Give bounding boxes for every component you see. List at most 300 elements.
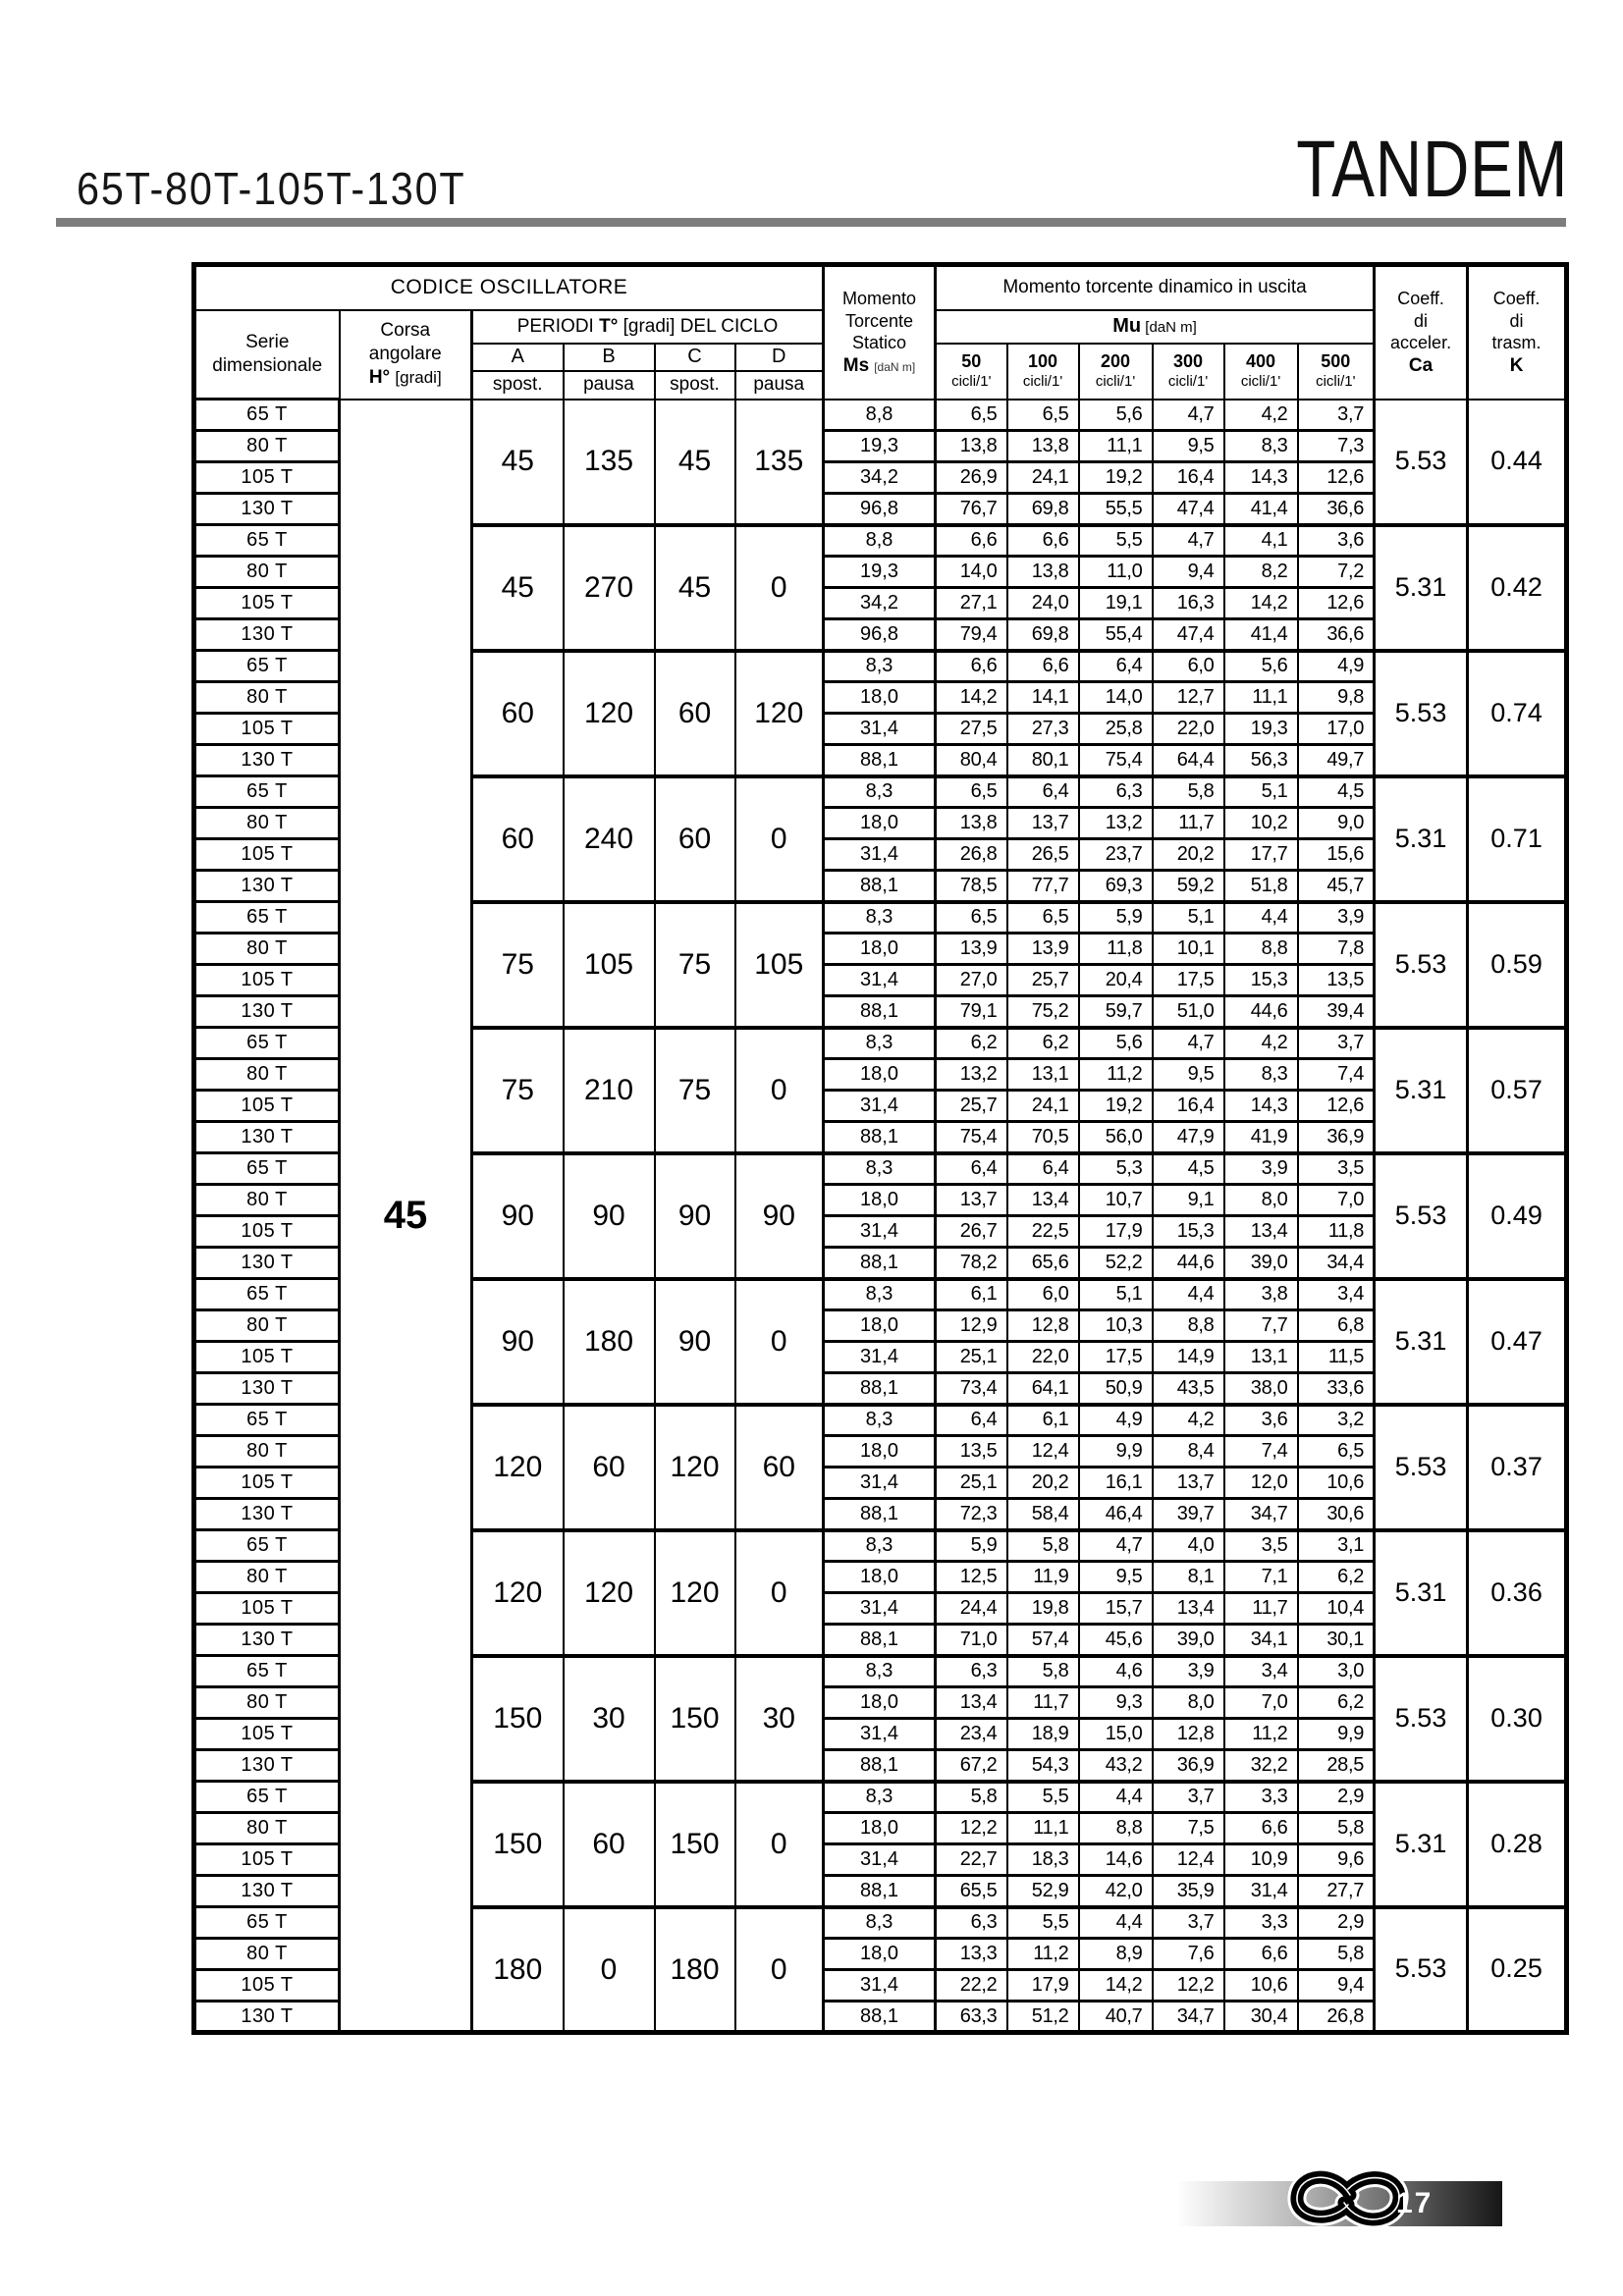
- period-b-value: 105: [564, 902, 655, 1028]
- mu-value: 19,1: [1079, 588, 1153, 619]
- mu-value: 4,1: [1224, 525, 1298, 557]
- mu-value: 32,2: [1224, 1750, 1298, 1782]
- ms-value: 8,3: [824, 1907, 936, 1939]
- series-cell: 130 T: [194, 2002, 340, 2033]
- k-symbol: K: [1509, 354, 1524, 376]
- mu-value: 30,4: [1224, 2002, 1298, 2033]
- ms-value: 8,3: [824, 1656, 936, 1687]
- ca-value: 5.31: [1375, 1028, 1468, 1153]
- ca-line2: di: [1414, 310, 1429, 331]
- mu-value: 23,7: [1079, 839, 1153, 871]
- mu-value: 5,3: [1079, 1153, 1153, 1185]
- mu-col-400: [1224, 344, 1298, 400]
- period-b-value: 120: [564, 651, 655, 776]
- period-type-c: spost.: [655, 371, 735, 400]
- mu-value: 5,5: [1007, 1782, 1079, 1813]
- mu-value: 63,3: [936, 2002, 1007, 2033]
- k-line3: trasm.: [1491, 333, 1542, 353]
- mu-value: 17,5: [1153, 965, 1224, 996]
- ca-value: 5.31: [1375, 1279, 1468, 1405]
- mu-value: 73,4: [936, 1373, 1007, 1405]
- series-cell: 105 T: [194, 588, 340, 619]
- mu-value: 4,4: [1079, 1782, 1153, 1813]
- table-row: [194, 400, 1567, 431]
- ms-value: 34,2: [824, 462, 936, 494]
- mu-value: 6,0: [1153, 651, 1224, 682]
- period-a-value: 180: [472, 1907, 564, 2033]
- period-col-d: D: [735, 344, 824, 371]
- series-cell: 130 T: [194, 494, 340, 525]
- mu-value: 10,2: [1224, 808, 1298, 839]
- ms-value: 31,4: [824, 1216, 936, 1248]
- mu-col-value: 100: [1027, 351, 1058, 372]
- period-c-value: 150: [655, 1782, 735, 1907]
- mu-value: 13,4: [1224, 1216, 1298, 1248]
- mu-value: 6,4: [1007, 776, 1079, 808]
- ms-value: 8,3: [824, 1028, 936, 1059]
- series-cell: 105 T: [194, 1216, 340, 1248]
- period-c-value: 45: [655, 400, 735, 525]
- mu-value: 13,5: [936, 1436, 1007, 1468]
- mu-value: 5,8: [1007, 1530, 1079, 1562]
- mu-col-200: [1079, 344, 1153, 400]
- mu-value: 13,7: [1007, 808, 1079, 839]
- mu-value: 4,7: [1153, 525, 1224, 557]
- mu-value: 14,0: [1079, 682, 1153, 714]
- mu-value: 10,7: [1079, 1185, 1153, 1216]
- mu-value: 9,5: [1079, 1562, 1153, 1593]
- mu-value: 47,9: [1153, 1122, 1224, 1153]
- mu-value: 7,2: [1298, 557, 1375, 588]
- ms-value: 18,0: [824, 934, 936, 965]
- mu-value: 38,0: [1224, 1373, 1298, 1405]
- series-cell: 130 T: [194, 1876, 340, 1907]
- mu-value: 34,1: [1224, 1625, 1298, 1656]
- period-a-value: 60: [472, 651, 564, 776]
- series-cell: 80 T: [194, 1813, 340, 1844]
- mu-value: 41,4: [1224, 494, 1298, 525]
- mu-unit: [daN m]: [1145, 319, 1197, 336]
- mu-value: 14,9: [1153, 1342, 1224, 1373]
- series-cell: 130 T: [194, 1373, 340, 1405]
- period-col-a: A: [472, 344, 564, 371]
- mu-value: 11,1: [1224, 682, 1298, 714]
- k-value: 0.59: [1468, 902, 1567, 1028]
- mu-col-value: 500: [1321, 351, 1351, 372]
- mu-value: 7,4: [1224, 1436, 1298, 1468]
- mu-value: 55,4: [1079, 619, 1153, 651]
- mu-col-sub: cicli/1': [1167, 372, 1209, 390]
- mu-col-sub: cicli/1': [1095, 372, 1136, 390]
- mu-value: 13,1: [1007, 1059, 1079, 1091]
- mu-value: 5,6: [1079, 400, 1153, 431]
- mu-value: 3,7: [1153, 1782, 1224, 1813]
- ms-value: 8,3: [824, 651, 936, 682]
- ms-symbol-line: [825, 354, 934, 378]
- period-d-value: 0: [735, 776, 824, 902]
- ms-line1: Momento: [841, 289, 917, 309]
- mu-value: 25,7: [936, 1091, 1007, 1122]
- ms-value: 31,4: [824, 714, 936, 745]
- mu-value: 6,5: [936, 400, 1007, 431]
- mu-value: 11,5: [1298, 1342, 1375, 1373]
- mu-value: 3,8: [1224, 1279, 1298, 1310]
- corsa-angolare-header: [340, 310, 472, 400]
- mu-value: 8,8: [1153, 1310, 1224, 1342]
- mu-value: 3,5: [1298, 1153, 1375, 1185]
- mu-value: 25,7: [1007, 965, 1079, 996]
- period-a-value: 45: [472, 525, 564, 651]
- mu-value: 3,6: [1298, 525, 1375, 557]
- mu-value: 12,9: [936, 1310, 1007, 1342]
- mu-value: 24,4: [936, 1593, 1007, 1625]
- k-value: 0.44: [1468, 400, 1567, 525]
- period-c-value: 60: [655, 651, 735, 776]
- ms-value: 8,3: [824, 1153, 936, 1185]
- period-d-value: 60: [735, 1405, 824, 1530]
- mu-value: 10,1: [1153, 934, 1224, 965]
- mu-value: 26,8: [1298, 2002, 1375, 2033]
- period-b-value: 0: [564, 1907, 655, 2033]
- mu-value: 22,7: [936, 1844, 1007, 1876]
- mu-value: 30,6: [1298, 1499, 1375, 1530]
- series-cell: 80 T: [194, 431, 340, 462]
- period-d-value: 120: [735, 651, 824, 776]
- mu-header: [936, 310, 1375, 344]
- ms-value: 18,0: [824, 1562, 936, 1593]
- mu-value: 52,9: [1007, 1876, 1079, 1907]
- mu-value: 10,9: [1224, 1844, 1298, 1876]
- k-line1: Coeff.: [1492, 289, 1541, 309]
- ca-value: 5.53: [1375, 1153, 1468, 1279]
- coeff-trasm-header: [1468, 265, 1567, 400]
- ca-value: 5.31: [1375, 1530, 1468, 1656]
- mu-value: 25,1: [936, 1342, 1007, 1373]
- mu-value: 41,4: [1224, 619, 1298, 651]
- mu-value: 13,7: [1153, 1468, 1224, 1499]
- series-cell: 105 T: [194, 1844, 340, 1876]
- period-b-value: 30: [564, 1656, 655, 1782]
- mu-value: 45,7: [1298, 871, 1375, 902]
- mu-value: 65,6: [1007, 1248, 1079, 1279]
- ms-value: 31,4: [824, 1091, 936, 1122]
- corsa-symbol-line: [341, 366, 471, 390]
- mu-col-value: 200: [1100, 351, 1131, 372]
- series-cell: 80 T: [194, 808, 340, 839]
- mu-value: 58,4: [1007, 1499, 1079, 1530]
- ms-value: 31,4: [824, 1844, 936, 1876]
- series-cell: 80 T: [194, 1310, 340, 1342]
- period-b-value: 270: [564, 525, 655, 651]
- codice-oscillatore-header: CODICE OSCILLATORE: [194, 265, 824, 310]
- ms-value: 18,0: [824, 1813, 936, 1844]
- mu-value: 11,8: [1298, 1216, 1375, 1248]
- mu-value: 13,4: [936, 1687, 1007, 1719]
- mu-value: 11,2: [1224, 1719, 1298, 1750]
- corsa-line1: Corsa: [380, 320, 431, 342]
- mu-value: 5,9: [936, 1530, 1007, 1562]
- mu-value: 49,7: [1298, 745, 1375, 776]
- mu-value: 27,7: [1298, 1876, 1375, 1907]
- series-cell: 130 T: [194, 1625, 340, 1656]
- mu-value: 77,7: [1007, 871, 1079, 902]
- mu-value: 18,3: [1007, 1844, 1079, 1876]
- mu-value: 9,4: [1298, 1970, 1375, 2002]
- ms-value: 31,4: [824, 1342, 936, 1373]
- ca-value: 5.53: [1375, 400, 1468, 525]
- mu-value: 10,6: [1224, 1970, 1298, 2002]
- mu-value: 7,1: [1224, 1562, 1298, 1593]
- ms-value: 88,1: [824, 2002, 936, 2033]
- mu-value: 4,4: [1224, 902, 1298, 934]
- mu-value: 27,3: [1007, 714, 1079, 745]
- period-d-value: 30: [735, 1656, 824, 1782]
- mu-value: 25,1: [936, 1468, 1007, 1499]
- ms-value: 96,8: [824, 619, 936, 651]
- k-value: 0.57: [1468, 1028, 1567, 1153]
- mu-value: 7,3: [1298, 431, 1375, 462]
- series-cell: 105 T: [194, 462, 340, 494]
- mu-value: 18,9: [1007, 1719, 1079, 1750]
- mu-value: 12,8: [1007, 1310, 1079, 1342]
- mu-value: 12,0: [1224, 1468, 1298, 1499]
- period-c-value: 90: [655, 1279, 735, 1405]
- series-cell: 65 T: [194, 400, 340, 431]
- mu-value: 4,6: [1079, 1656, 1153, 1687]
- ms-value: 31,4: [824, 1970, 936, 2002]
- mu-value: 15,0: [1079, 1719, 1153, 1750]
- serie-dimensionale-header: [194, 310, 340, 400]
- ms-value: 8,3: [824, 902, 936, 934]
- mu-value: 13,8: [1007, 557, 1079, 588]
- ms-value: 31,4: [824, 1719, 936, 1750]
- mu-value: 20,4: [1079, 965, 1153, 996]
- series-cell: 65 T: [194, 1279, 340, 1310]
- series-cell: 65 T: [194, 1656, 340, 1687]
- mu-value: 5,6: [1224, 651, 1298, 682]
- mu-value: 13,1: [1224, 1342, 1298, 1373]
- mu-col-50: [936, 344, 1007, 400]
- period-d-value: 135: [735, 400, 824, 525]
- mu-value: 24,0: [1007, 588, 1079, 619]
- series-cell: 105 T: [194, 1593, 340, 1625]
- mu-col-value: 50: [961, 351, 982, 372]
- series-cell: 65 T: [194, 1405, 340, 1436]
- mu-value: 24,1: [1007, 462, 1079, 494]
- period-c-value: 180: [655, 1907, 735, 2033]
- mu-value: 56,0: [1079, 1122, 1153, 1153]
- series-cell: 80 T: [194, 1059, 340, 1091]
- mu-value: 56,3: [1224, 745, 1298, 776]
- series-cell: 65 T: [194, 1153, 340, 1185]
- ms-value: 88,1: [824, 996, 936, 1028]
- series-cell: 65 T: [194, 776, 340, 808]
- period-c-value: 45: [655, 525, 735, 651]
- mu-value: 6,2: [1298, 1687, 1375, 1719]
- mu-value: 31,4: [1224, 1876, 1298, 1907]
- corsa-symbol: H°: [368, 366, 391, 388]
- mu-value: 34,7: [1224, 1499, 1298, 1530]
- period-type-d: pausa: [735, 371, 824, 400]
- mu-value: 8,3: [1224, 1059, 1298, 1091]
- mu-value: 40,7: [1079, 2002, 1153, 2033]
- ms-value: 31,4: [824, 1468, 936, 1499]
- mu-value: 6,4: [1007, 1153, 1079, 1185]
- ms-line3: Statico: [851, 333, 907, 353]
- mu-value: 43,2: [1079, 1750, 1153, 1782]
- period-a-value: 120: [472, 1405, 564, 1530]
- mu-value: 76,7: [936, 494, 1007, 525]
- mu-value: 12,7: [1153, 682, 1224, 714]
- mu-value: 22,2: [936, 1970, 1007, 2002]
- ca-line3: acceler.: [1390, 333, 1452, 353]
- period-b-value: 90: [564, 1153, 655, 1279]
- mu-value: 6,4: [936, 1405, 1007, 1436]
- ms-value: 18,0: [824, 808, 936, 839]
- mu-value: 80,1: [1007, 745, 1079, 776]
- mu-value: 10,4: [1298, 1593, 1375, 1625]
- series-cell: 130 T: [194, 996, 340, 1028]
- k-value: 0.71: [1468, 776, 1567, 902]
- period-a-value: 150: [472, 1782, 564, 1907]
- mu-value: 4,5: [1153, 1153, 1224, 1185]
- mu-value: 16,4: [1153, 462, 1224, 494]
- mu-value: 51,0: [1153, 996, 1224, 1028]
- ms-value: 31,4: [824, 1593, 936, 1625]
- mu-value: 5,8: [1298, 1939, 1375, 1970]
- ca-value: 5.53: [1375, 1907, 1468, 2033]
- mu-value: 7,8: [1298, 934, 1375, 965]
- mu-value: 6,0: [1007, 1279, 1079, 1310]
- ms-value: 96,8: [824, 494, 936, 525]
- mu-value: 51,2: [1007, 2002, 1079, 2033]
- mu-value: 9,5: [1153, 431, 1224, 462]
- periodi-header: [472, 310, 824, 344]
- mu-value: 4,7: [1153, 400, 1224, 431]
- mu-value: 27,5: [936, 714, 1007, 745]
- period-c-value: 75: [655, 902, 735, 1028]
- mu-value: 17,9: [1007, 1970, 1079, 2002]
- mu-value: 3,0: [1298, 1656, 1375, 1687]
- mu-value: 30,1: [1298, 1625, 1375, 1656]
- series-cell: 80 T: [194, 934, 340, 965]
- mu-value: 64,1: [1007, 1373, 1079, 1405]
- mu-value: 17,9: [1079, 1216, 1153, 1248]
- ms-value: 8,8: [824, 525, 936, 557]
- period-b-value: 135: [564, 400, 655, 525]
- brand-title: TANDEM: [1296, 125, 1568, 214]
- mu-value: 22,5: [1007, 1216, 1079, 1248]
- period-col-b: B: [564, 344, 655, 371]
- mu-value: 4,9: [1298, 651, 1375, 682]
- k-value: 0.30: [1468, 1656, 1567, 1782]
- mu-value: 36,9: [1153, 1750, 1224, 1782]
- series-cell: 80 T: [194, 1562, 340, 1593]
- mu-value: 6,6: [936, 651, 1007, 682]
- mu-value: 70,5: [1007, 1122, 1079, 1153]
- series-cell: 65 T: [194, 1907, 340, 1939]
- mu-value: 11,0: [1079, 557, 1153, 588]
- mu-value: 9,9: [1079, 1436, 1153, 1468]
- period-a-value: 90: [472, 1153, 564, 1279]
- mu-value: 6,3: [936, 1656, 1007, 1687]
- mu-value: 13,9: [936, 934, 1007, 965]
- ms-value: 88,1: [824, 1373, 936, 1405]
- mu-value: 28,5: [1298, 1750, 1375, 1782]
- momento-dinamico-header: Momento torcente dinamico in uscita: [936, 265, 1375, 310]
- mu-value: 9,8: [1298, 682, 1375, 714]
- mu-value: 13,7: [936, 1185, 1007, 1216]
- mu-value: 13,8: [936, 431, 1007, 462]
- mu-value: 11,2: [1007, 1939, 1079, 1970]
- mu-value: 4,9: [1079, 1405, 1153, 1436]
- mu-value: 13,5: [1298, 965, 1375, 996]
- mu-value: 7,5: [1153, 1813, 1224, 1844]
- oscillator-spec-table: [191, 262, 1569, 2035]
- ms-value: 8,3: [824, 1279, 936, 1310]
- corsa-angolare-value: 45: [340, 400, 472, 2033]
- mu-value: 6,3: [1079, 776, 1153, 808]
- k-value: 0.25: [1468, 1907, 1567, 2033]
- mu-value: 13,4: [1007, 1185, 1079, 1216]
- series-cell: 105 T: [194, 714, 340, 745]
- ms-value: 8,3: [824, 1530, 936, 1562]
- ms-value: 18,0: [824, 682, 936, 714]
- period-type-b: pausa: [564, 371, 655, 400]
- mu-value: 5,8: [936, 1782, 1007, 1813]
- period-d-value: 0: [735, 1530, 824, 1656]
- mu-col-sub: cicli/1': [951, 372, 992, 390]
- mu-value: 42,0: [1079, 1876, 1153, 1907]
- ms-unit: [daN m]: [874, 359, 916, 374]
- mu-value: 13,4: [1153, 1593, 1224, 1625]
- mu-value: 79,1: [936, 996, 1007, 1028]
- period-c-value: 90: [655, 1153, 735, 1279]
- period-a-value: 150: [472, 1656, 564, 1782]
- k-line2: di: [1509, 310, 1524, 331]
- period-d-value: 0: [735, 1279, 824, 1405]
- mu-value: 43,5: [1153, 1373, 1224, 1405]
- mu-value: 69,8: [1007, 619, 1079, 651]
- mu-value: 39,7: [1153, 1499, 1224, 1530]
- mu-value: 7,0: [1224, 1687, 1298, 1719]
- mu-value: 78,5: [936, 871, 1007, 902]
- mu-col-500: [1298, 344, 1375, 400]
- mu-value: 11,7: [1007, 1687, 1079, 1719]
- mu-value: 9,6: [1298, 1844, 1375, 1876]
- period-a-value: 75: [472, 902, 564, 1028]
- mu-value: 17,7: [1224, 839, 1298, 871]
- ms-value: 88,1: [824, 1750, 936, 1782]
- series-cell: 130 T: [194, 871, 340, 902]
- mu-value: 3,3: [1224, 1907, 1298, 1939]
- mu-value: 4,2: [1153, 1405, 1224, 1436]
- mu-value: 4,2: [1224, 400, 1298, 431]
- mu-value: 8,8: [1224, 934, 1298, 965]
- ms-value: 8,3: [824, 1782, 936, 1813]
- mu-value: 27,0: [936, 965, 1007, 996]
- mu-value: 15,6: [1298, 839, 1375, 871]
- mu-col-sub: cicli/1': [1316, 372, 1356, 390]
- mu-value: 75,2: [1007, 996, 1079, 1028]
- mu-col-300: [1153, 344, 1224, 400]
- mu-value: 39,0: [1153, 1625, 1224, 1656]
- mu-value: 3,5: [1224, 1530, 1298, 1562]
- ms-value: 19,3: [824, 557, 936, 588]
- period-c-value: 120: [655, 1530, 735, 1656]
- mu-value: 4,4: [1153, 1279, 1224, 1310]
- mu-value: 14,1: [1007, 682, 1079, 714]
